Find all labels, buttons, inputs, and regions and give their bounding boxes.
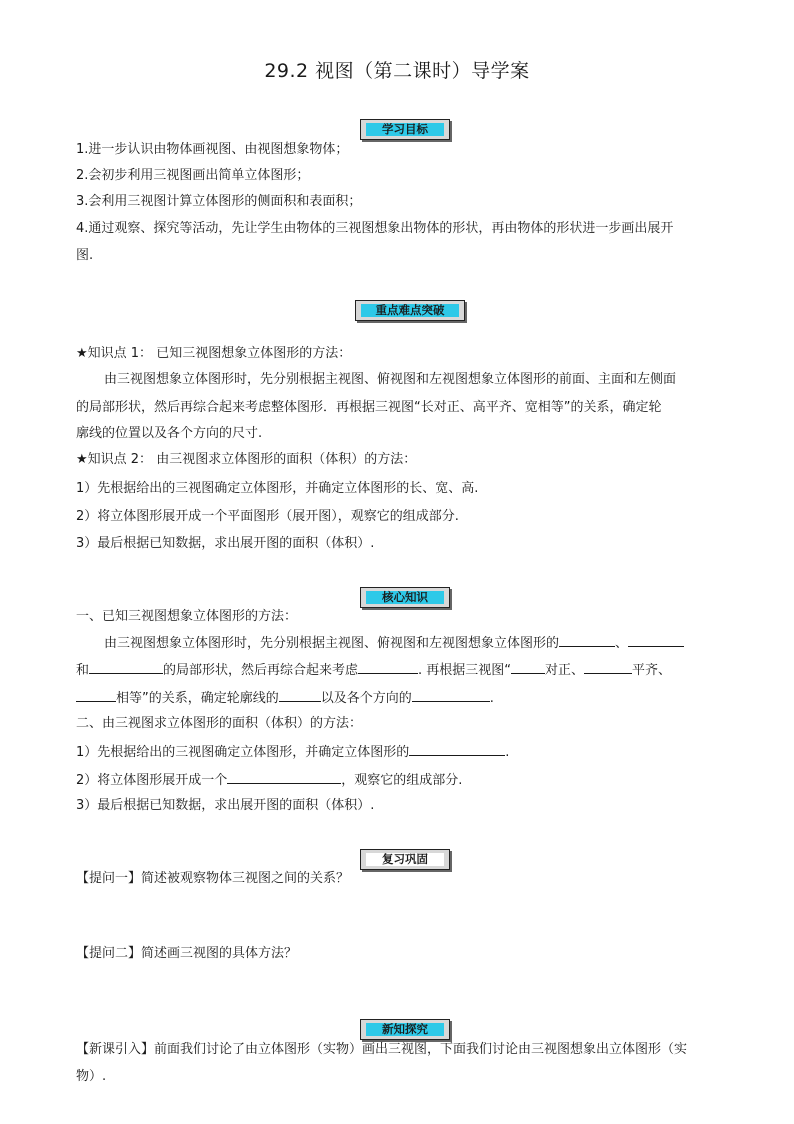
fill-blank[interactable] bbox=[409, 743, 505, 756]
goal-item: 2.会初步利用三视图画出简单立体图形； bbox=[76, 168, 310, 183]
core-text: 的局部形状，然后再综合起来考虑 bbox=[163, 663, 359, 678]
fill-blank[interactable] bbox=[511, 661, 545, 674]
core-step: 3）最后根据已知数据，求出展开图的面积（体积）. bbox=[76, 798, 375, 813]
fill-blank[interactable] bbox=[76, 689, 116, 702]
core-text: 以及各个方向的 bbox=[320, 691, 412, 706]
explore-text: 【新课引入】前面我们讨论了由立体图形（实物）画出三视图，下面我们讨论由三视图想象出立体图形（实 bbox=[76, 1042, 688, 1057]
keypoint-step: 1）先根据给出的三视图确定立体图形，并确定立体图形的长、宽、高. bbox=[76, 481, 479, 496]
keypoint-step: 3）最后根据已知数据，求出展开图的面积（体积）. bbox=[76, 536, 375, 551]
goal-item: 1.进一步认识由物体画视图、由视图想象物体； bbox=[76, 142, 349, 157]
keypoint-text: 由三视图想象立体图形时，先分别根据主视图、俯视图和左视图想象立体图形的前面、主面和左侧面 bbox=[104, 372, 677, 387]
core-text: . bbox=[489, 691, 494, 706]
fill-blank[interactable] bbox=[279, 689, 321, 702]
core-heading: 二、由三视图求立体图形的面积（体积）的方法： bbox=[76, 716, 363, 731]
core-heading: 一、已知三视图想象立体图形的方法： bbox=[76, 609, 298, 624]
keypoint-heading: ★知识点 1： 已知三视图想象立体图形的方法： bbox=[76, 346, 352, 361]
core-fill-line bbox=[76, 743, 726, 761]
goal-item: 图. bbox=[76, 248, 94, 263]
section-label-keypoints: 重点难点突破 bbox=[361, 304, 459, 317]
goal-item: 4.通过观察、探究等活动，先让学生由物体的三视图想象出物体的形状，再由物体的形状进一步画出展开 bbox=[76, 221, 674, 236]
section-label-explore: 新知探究 bbox=[366, 1023, 444, 1036]
fill-blank[interactable] bbox=[628, 634, 684, 647]
core-text: 平齐、 bbox=[632, 663, 672, 678]
section-label-goals: 学习目标 bbox=[366, 123, 444, 136]
keypoint-text: 的局部形状，然后再综合起来考虑整体图形．再根据三视图“长对正、高平齐、宽相等”的关系，确定轮 bbox=[76, 400, 662, 415]
keypoint-text: 廓线的位置以及各个方向的尺寸. bbox=[76, 426, 263, 441]
core-text: 1）先根据给出的三视图确定立体图形，并确定立体图形的 bbox=[76, 745, 410, 760]
core-fill-line bbox=[104, 634, 754, 652]
core-text: 2）将立体图形展开成一个 bbox=[76, 773, 228, 788]
core-text: 相等”的关系，确定轮廓线的 bbox=[116, 691, 279, 706]
goal-item: 3.会利用三视图计算立体图形的侧面积和表面积； bbox=[76, 194, 362, 209]
fill-blank[interactable] bbox=[227, 771, 341, 784]
explore-text: 物）. bbox=[76, 1069, 107, 1084]
fill-blank[interactable] bbox=[358, 661, 418, 674]
section-header-core bbox=[360, 587, 450, 608]
page-title: 29.2 视图（第二课时）导学案 bbox=[264, 60, 530, 82]
fill-blank[interactable] bbox=[412, 689, 490, 702]
section-header-explore bbox=[360, 1019, 450, 1040]
section-header-goals bbox=[360, 119, 450, 140]
core-text: 和 bbox=[76, 663, 90, 678]
fill-blank[interactable] bbox=[584, 661, 632, 674]
core-text: 对正、 bbox=[545, 663, 585, 678]
review-question: 【提问一】简述被观察物体三视图之间的关系？ bbox=[76, 871, 350, 886]
keypoint-step: 2）将立体图形展开成一个平面图形（展开图），观察它的组成部分. bbox=[76, 509, 459, 524]
core-text: . bbox=[505, 745, 510, 760]
core-fill-line bbox=[76, 661, 726, 679]
core-text: 由三视图想象立体图形时，先分别根据主视图、俯视图和左视图想象立体图形的 bbox=[104, 636, 560, 651]
core-fill-line bbox=[76, 689, 726, 707]
core-text: 、 bbox=[615, 636, 629, 651]
section-label-review: 复习巩固 bbox=[366, 853, 444, 866]
core-text: . 再根据三视图“ bbox=[418, 663, 512, 678]
keypoint-heading: ★知识点 2： 由三视图求立体图形的面积（体积）的方法： bbox=[76, 452, 417, 467]
section-header-review bbox=[360, 849, 450, 870]
fill-blank[interactable] bbox=[559, 634, 615, 647]
section-label-core: 核心知识 bbox=[366, 591, 444, 604]
core-text: ，观察它的组成部分. bbox=[341, 773, 463, 788]
section-header-keypoints bbox=[355, 300, 465, 321]
core-fill-line bbox=[76, 771, 726, 789]
fill-blank[interactable] bbox=[89, 661, 163, 674]
review-question: 【提问二】简述画三视图的具体方法？ bbox=[76, 946, 298, 961]
